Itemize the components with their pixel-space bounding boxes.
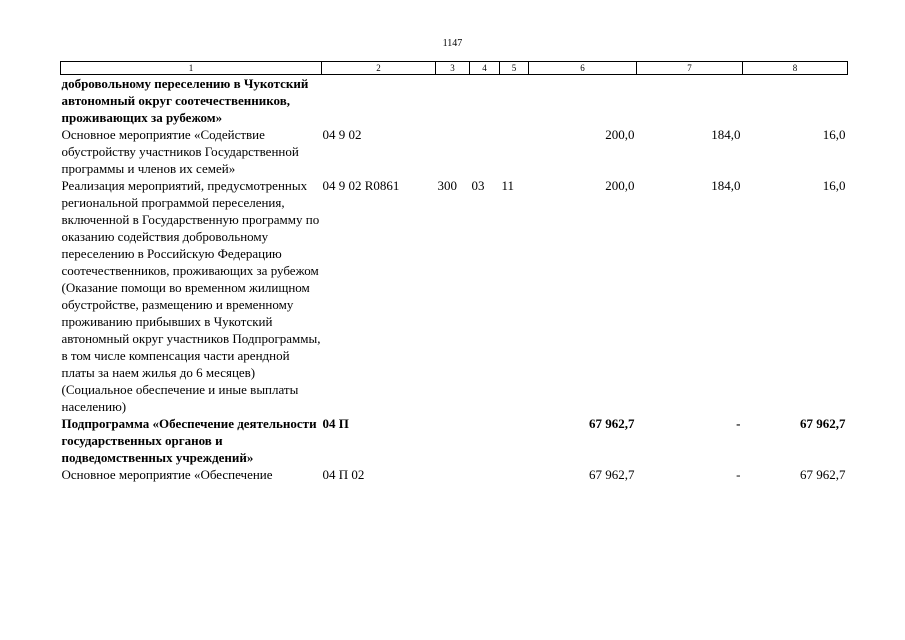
item-code: 04 9 02 R0861: [322, 178, 400, 193]
header-cell: 5: [500, 62, 529, 75]
table-row: [61, 415, 848, 466]
item-name: Основное мероприятие «Содействие обустройству участников Государственной программы и членов их семей»: [61, 127, 299, 176]
item-c4: [470, 415, 500, 466]
budget-table: [60, 61, 848, 483]
item-code: [322, 75, 436, 127]
item-c5: [500, 75, 529, 127]
item-c4: [470, 126, 500, 177]
header-cell: 2: [322, 62, 436, 75]
item-code: 04 9 02: [322, 127, 362, 142]
column-number-header: [61, 62, 848, 75]
table-row: [61, 126, 848, 177]
header-cell: 3: [436, 62, 470, 75]
header-cell: 8: [743, 62, 848, 75]
item-c3: 300: [437, 178, 457, 193]
item-c4: [470, 75, 500, 127]
table-body: [61, 75, 848, 484]
item-c4: [470, 466, 500, 483]
item-value-6: 67 962,7: [589, 416, 635, 431]
table-row: [61, 75, 848, 127]
item-value-8: 67 962,7: [800, 416, 846, 431]
header-cell: 1: [61, 62, 322, 75]
header-cell: 6: [529, 62, 637, 75]
item-c3: [436, 126, 470, 177]
item-code: 04 П 02: [322, 467, 365, 482]
item-value-8: [743, 75, 848, 127]
item-c5: [500, 126, 529, 177]
item-code: 04 П: [322, 416, 349, 431]
item-value-6: 67 962,7: [589, 467, 635, 482]
item-value-6: [529, 75, 637, 127]
table-row: [61, 466, 848, 483]
item-value-7: [637, 75, 743, 127]
item-name: Подпрограмма «Обеспечение деятельности государственных органов и подведомственных учреждений»: [61, 416, 317, 465]
item-value-8: 16,0: [822, 178, 846, 193]
header-cell: 4: [470, 62, 500, 75]
table-row: [61, 177, 848, 415]
item-c3: [436, 75, 470, 127]
item-c5: [500, 415, 529, 466]
item-name: Основное мероприятие «Обеспечение: [61, 467, 273, 482]
item-value-8: 67 962,7: [800, 467, 846, 482]
item-value-6: 200,0: [605, 178, 635, 193]
item-name: Реализация мероприятий, предусмотренных региональной программой переселения, включенной в Государственную программу по оказанию содействия добровольному переселению в Российскую Федерацию соотечественников, проживающих за рубежом (Оказание помощи во временном жилищном обустройстве, размещению и временному проживанию прибывших в Чукотский автономный округ участников Подпрограммы, в том числе компенсация части арендной платы за наем жилья до 6 месяцев) (Социальное обеспечение и иные выплаты населению): [61, 178, 321, 414]
item-value-7: 184,0: [711, 178, 741, 193]
header-cell: 7: [637, 62, 743, 75]
item-c3: [436, 415, 470, 466]
page-number: 1147: [442, 38, 463, 49]
item-value-7: 184,0: [711, 127, 741, 142]
item-c3: [436, 466, 470, 483]
item-value-7: -: [736, 416, 741, 431]
item-value-8: 16,0: [822, 127, 846, 142]
item-c4: 03: [471, 178, 485, 193]
item-c5: 11: [501, 178, 515, 193]
item-value-7: -: [736, 467, 741, 482]
item-value-6: 200,0: [605, 127, 635, 142]
item-c5: [500, 466, 529, 483]
item-name: добровольному переселению в Чукотский автономный округ соотечественников, проживающих за рубежом»: [61, 76, 309, 125]
